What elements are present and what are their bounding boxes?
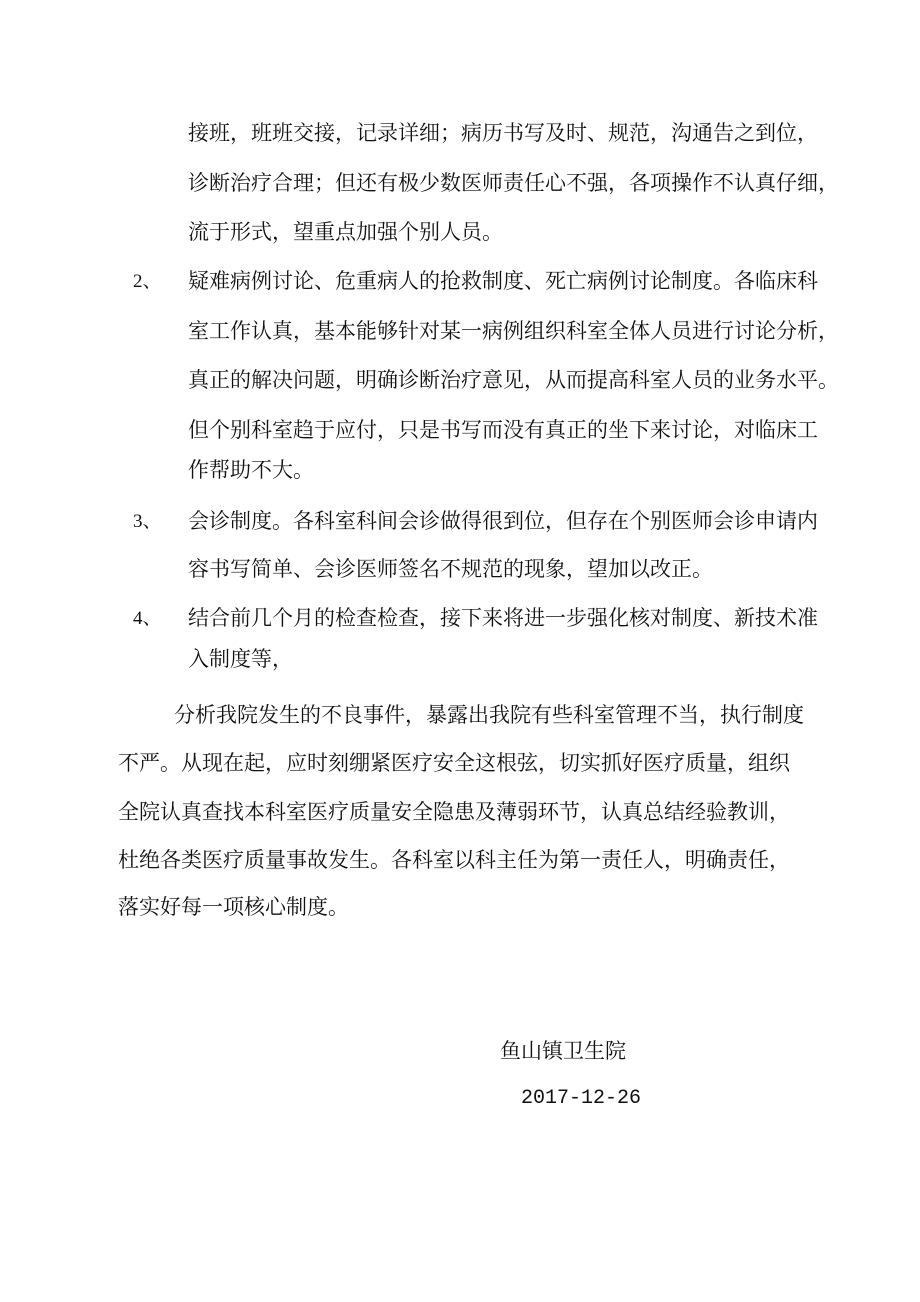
signature-date: 2017-12-26 xyxy=(521,1087,642,1110)
intro-line: 流于形式，望重点加强个别人员。 xyxy=(188,220,503,244)
item-number: 4、 xyxy=(133,608,162,629)
item-number: 3、 xyxy=(133,511,162,532)
intro-line: 诊断治疗合理；但还有极少数医师责任心不强，各项操作不认真仔细， xyxy=(188,171,839,195)
intro-line: 接班，班班交接，记录详细；病历书写及时、规范，沟通告之到位， xyxy=(188,121,818,145)
item-line: 容书写简单、会诊医师签名不规范的现象，望加以改正。 xyxy=(188,557,713,581)
item-line: 疑难病例讨论、危重病人的抢救制度、死亡病例讨论制度。各临床科 xyxy=(188,269,818,293)
item-line: 入制度等， xyxy=(188,647,293,671)
item-line: 作帮助不大。 xyxy=(188,458,314,482)
item-line: 室工作认真，基本能够针对某一病例组织科室全体人员进行讨论分析， xyxy=(188,319,839,343)
signature-organization: 鱼山镇卫生院 xyxy=(500,1039,626,1063)
item-line: 真正的解决问题，明确诊断治疗意见，从而提高科室人员的业务水平。 xyxy=(188,368,839,392)
summary-line: 全院认真查找本科室医疗质量安全隐患及薄弱环节，认真总结经验教训， xyxy=(118,800,790,824)
item-line: 结合前几个月的检查检查，接下来将进一步强化核对制度、新技术准 xyxy=(188,606,818,630)
item-line: 会诊制度。各科室科间会诊做得很到位，但存在个别医师会诊申请内 xyxy=(188,509,818,533)
item-line: 但个别科室趋于应付，只是书写而没有真正的坐下来讨论，对临床工 xyxy=(188,418,818,442)
summary-line: 不严。从现在起，应时刻绷紧医疗安全这根弦，切实抓好医疗质量，组织 xyxy=(118,751,790,775)
item-number: 2、 xyxy=(133,271,162,292)
summary-line: 分析我院发生的不良事件，暴露出我院有些科室管理不当，执行制度 xyxy=(174,703,804,727)
summary-line: 杜绝各类医疗质量事故发生。各科室以科主任为第一责任人，明确责任， xyxy=(118,848,790,872)
summary-line: 落实好每一项核心制度。 xyxy=(118,895,349,919)
